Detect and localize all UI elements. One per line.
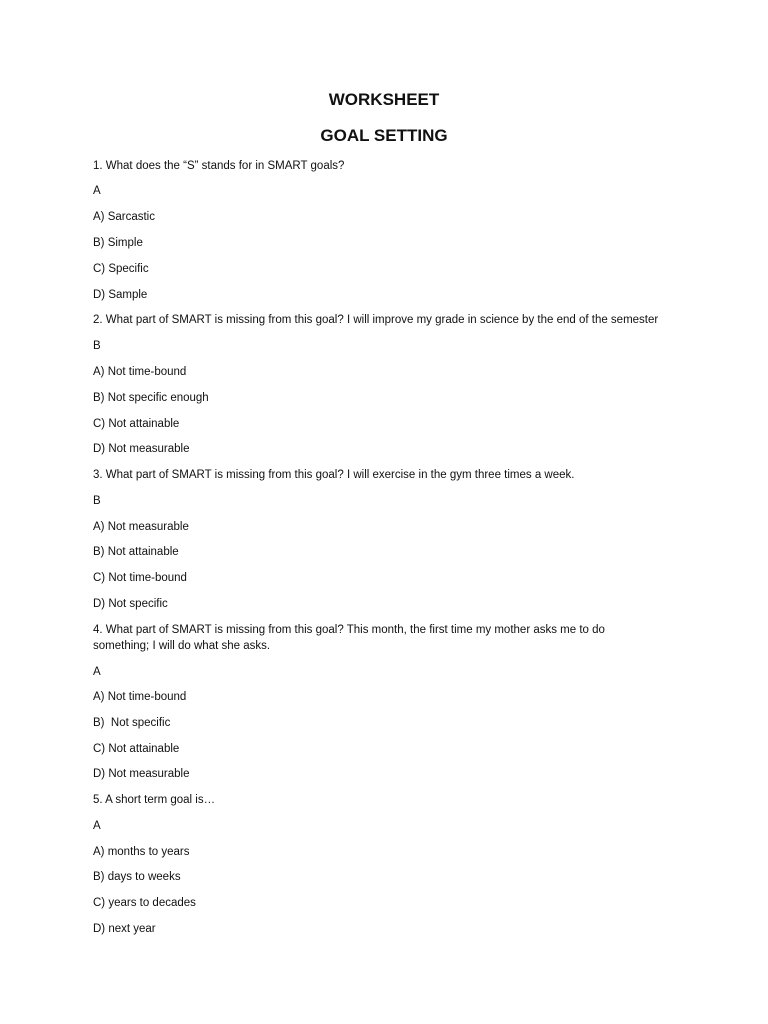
- question-2-option-c: C) Not attainable: [93, 418, 180, 430]
- worksheet-title: WORKSHEET: [328, 90, 440, 109]
- question-1-option-b: B) Simple: [93, 237, 143, 249]
- question-1-answer: A: [93, 185, 101, 197]
- question-2-answer: B: [93, 340, 101, 352]
- question-2-text: 2. What part of SMART is missing from this goal? I will improve my grade in science by the end of the semester: [93, 314, 659, 326]
- question-2-option-b: B) Not specific enough: [93, 392, 209, 404]
- question-5-option-a: A) months to years: [93, 846, 190, 858]
- question-4-option-d: D) Not measurable: [93, 768, 190, 780]
- question-4-option-b: B) Not specific: [93, 717, 171, 729]
- question-5-option-b: B) days to weeks: [93, 871, 181, 883]
- question-1-option-d: D) Sample: [93, 289, 148, 301]
- worksheet-subtitle: GOAL SETTING: [320, 126, 448, 145]
- question-3-option-b: B) Not attainable: [93, 546, 179, 558]
- question-5-answer: A: [93, 820, 101, 832]
- question-4-text: 4. What part of SMART is missing from this goal? This month, the first time my mother asks me to do something; I will do what she asks.: [93, 624, 605, 652]
- question-1-option-c: C) Specific: [93, 263, 149, 275]
- question-5-text: 5. A short term goal is…: [93, 794, 216, 806]
- question-2-option-d: D) Not measurable: [93, 443, 190, 455]
- question-5-option-d: D) next year: [93, 923, 156, 935]
- question-3-option-a: A) Not measurable: [93, 521, 189, 533]
- question-1-text: 1. What does the “S” stands for in SMART goals?: [93, 160, 345, 172]
- question-3-option-d: D) Not specific: [93, 598, 168, 610]
- question-3-answer: B: [93, 495, 101, 507]
- question-5-option-c: C) years to decades: [93, 897, 196, 909]
- question-4-option-a: A) Not time-bound: [93, 691, 187, 703]
- question-4-answer: A: [93, 666, 101, 678]
- question-1-option-a: A) Sarcastic: [93, 211, 155, 223]
- question-3-text: 3. What part of SMART is missing from this goal? I will exercise in the gym three times a week.: [93, 469, 575, 481]
- question-3-option-c: C) Not time-bound: [93, 572, 187, 584]
- question-2-option-a: A) Not time-bound: [93, 366, 187, 378]
- question-4-option-c: C) Not attainable: [93, 743, 180, 755]
